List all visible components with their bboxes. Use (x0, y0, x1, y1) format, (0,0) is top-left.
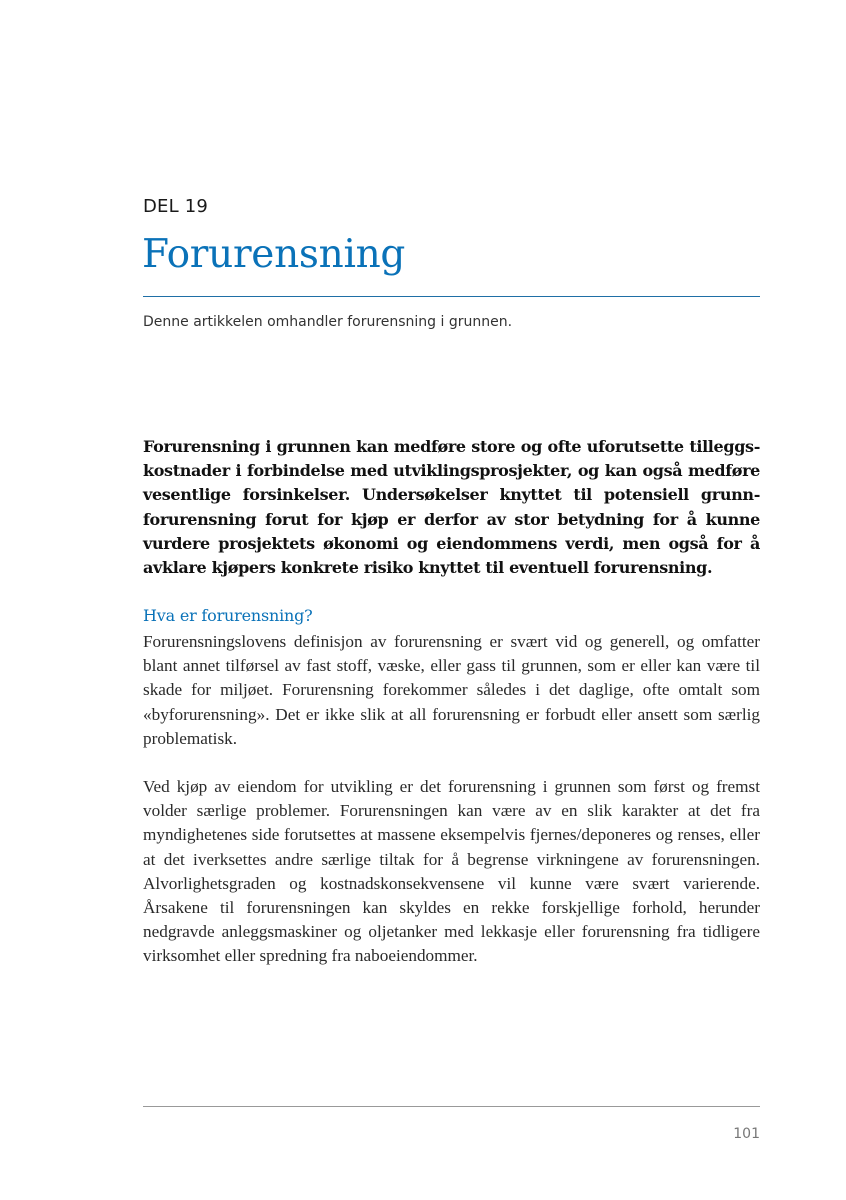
body-paragraph-1: Forurensningslovens definisjon av forurensning er svært vid og generell, og omfatter blant annet tilførsel av fast stoff, væske, eller gass til grunnen, som er eller kan være til skade for miljøet. Forurensning forekommer således i det daglige, ofte omtalt som «byforurensning». Det er ikke slik at all forurensning er forbudt eller ansett som særlig problematisk. (143, 632, 760, 748)
title-divider (143, 296, 760, 297)
lead-paragraph: Forurensning i grunnen kan medføre store og ofte uforutsette tilleggs-kostnader i forbindelse med utviklingsprosjekter, og kan også medføre vesentlige forsinkelser. Undersøkelser knyttet til potensiell grunn-forurensning forut for kjøp er derfor av stor betydning for å kunne vurdere prosjektets økonomi og eiendommens verdi, men også for å avklare kjøpers konkrete risiko knyttet til eventuell forurensning. (143, 437, 760, 578)
part-label: DEL 19 (143, 196, 209, 217)
footer-divider (143, 1106, 760, 1107)
body-paragraph-2: Ved kjøp av eiendom for utvikling er det forurensning i grunnen som først og fremst volder særlige problemer. Forurensningen kan være av en slik karakter at det fra myndighetenes side forutsettes at massene eksempelvis fjernes/deponeres og renses, eller at det iverksettes andre særlige tiltak for å begrense virkningene av forurensningen. Alvorlighetsgraden og kostnadskonsekvensene vil kunne være svært varierende. Årsakene til forurensningen kan skyldes en rekke forskjellige forhold, herunder nedgravde anleggsmaskiner og oljetanker med lekkasje eller forurensning fra tidligere virksomhet eller spredning fra naboeiendommer. (143, 777, 760, 966)
page-number: 101 (733, 1126, 760, 1142)
section-heading: Hva er forurensning? (143, 606, 313, 625)
intro-text: Denne artikkelen omhandler forurensning i grunnen. (143, 314, 513, 330)
page-title: Forurensning (142, 232, 406, 277)
